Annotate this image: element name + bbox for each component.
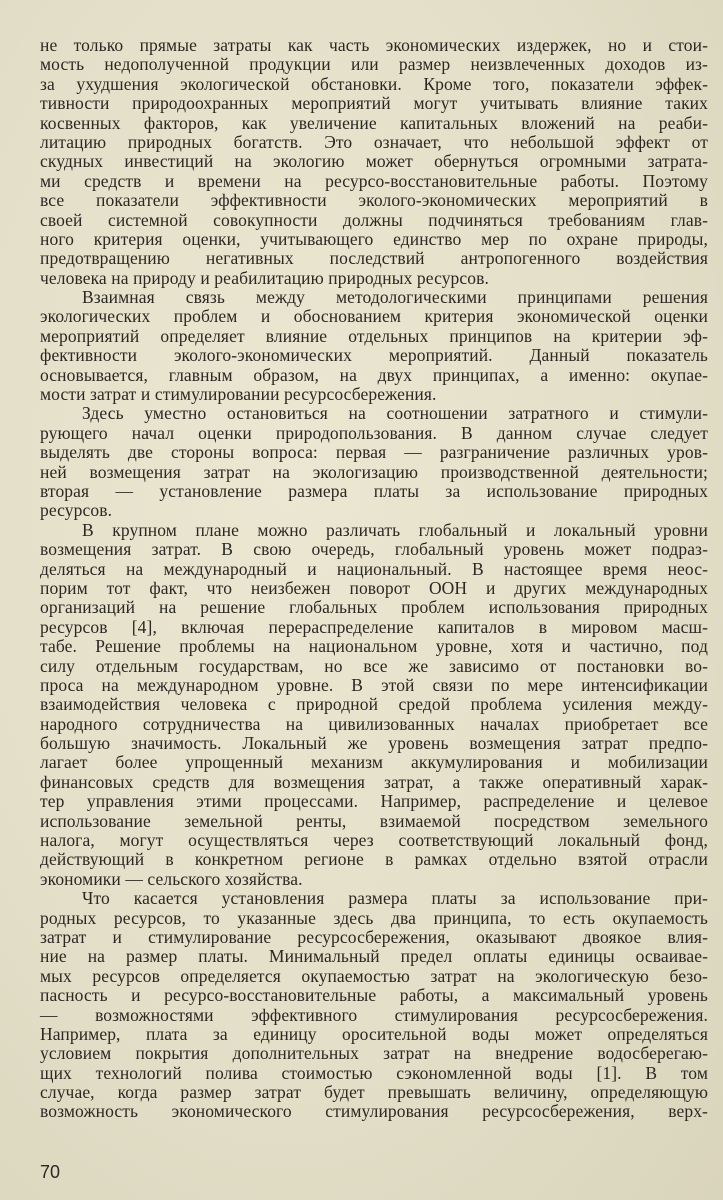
text-line: выделять две стороны вопроса: первая — разграничение различных уров-: [40, 442, 708, 463]
text-line: рующего начал оценки природопользования. В данном случае следует: [40, 422, 708, 443]
paragraph: [40, 889, 708, 1122]
text-line: действующий в конкретном регионе в рамках отдельно взятой отрасли: [40, 849, 708, 870]
text-line: предотвращению негативных последствий антропогенного воздействия: [40, 248, 708, 269]
text-line: большую значимость. Локальный же уровень возмещения затрат предпо-: [40, 733, 708, 754]
text-line: родных ресурсов, то указанные здесь два принципа, то есть окупаемость: [40, 907, 708, 928]
text-line: скудных инвестиций на экологию может обернуться огромными затрата-: [40, 151, 708, 172]
text-line: основывается, главным образом, на двух принципах, а именно: окупае-: [40, 364, 708, 385]
text-line: ние на размер платы. Минимальный предел оплаты единицы осваивае-: [40, 946, 708, 967]
text-line: не только прямые затраты как часть экономических издержек, но и стои-: [40, 35, 708, 55]
text-line: ресурсов [4], включая перераспределение капиталов в мировом масш-: [40, 616, 708, 637]
text-line: своей системной совокупности должны подчиняться требованиям глав-: [40, 209, 708, 230]
text-line: экологических проблем и обоснованием критерия экономической оценки: [40, 306, 708, 327]
text-line: В крупном плане можно различать глобальный и локальный уровни: [82, 519, 708, 540]
text-line: порим тот факт, что неизбежен поворот ООН и других международных: [40, 577, 708, 598]
text-line: силу отдельным государствам, но все же зависимо от постановки во-: [40, 655, 708, 676]
text-line: ресурсов.: [40, 500, 113, 521]
paragraph: [40, 288, 708, 404]
text-line: ми средств и времени на ресурсо-восстановительные работы. Поэтому: [40, 170, 708, 191]
text-line: лагает более упрощенный механизм аккумулирования и мобилизации: [40, 752, 708, 773]
text-line: человека на природу и реабилитацию природных ресурсов.: [40, 267, 489, 288]
text-line: Что касается установления размера платы за использование при-: [82, 888, 708, 909]
text-line: проса на международном уровне. В этой связи по мере интенсификации: [40, 674, 708, 695]
text-line: Взаимная связь между методологическими принципами решения: [82, 287, 708, 308]
text-line: косвенных факторов, как увеличение капитальных вложений на реаби-: [40, 112, 708, 133]
text-line: условием покрытия дополнительных затрат на внедрение водосберегаю-: [40, 1043, 708, 1064]
text-line: тер управления этими процессами. Например, распределение и целевое: [40, 791, 708, 812]
page-text: [40, 36, 708, 1122]
text-line: за ухудшения экологической обстановки. Кроме того, показатели эффек-: [40, 73, 708, 94]
text-line: щих технологий полива стоимостью сэкономленной воды [1]. В том: [40, 1062, 708, 1083]
text-line: тивности природоохранных мероприятий могут учитывать влияние таких: [40, 93, 708, 114]
text-line: случае, когда размер затрат будет превышать величину, определяющую: [40, 1082, 708, 1103]
text-line: возможность экономического стимулирования ресурсосбережения, верх-: [40, 1101, 708, 1122]
text-line: вторая — установление размера платы за использование природных: [40, 480, 708, 501]
text-line: ного критерия оценки, учитывающего единство мер по охране природы,: [40, 228, 708, 249]
text-line: народного сотрудничества на цивилизованных началах приобретает все: [40, 713, 708, 734]
text-line: пасность и ресурсо-восстановительные работы, а максимальный уровень: [40, 985, 708, 1006]
page-number: 70: [40, 1162, 61, 1182]
text-line: взаимодействия человека с природной средой проблема усиления между-: [40, 694, 708, 715]
text-line: финансовых средств для возмещения затрат, а также оперативный харак-: [40, 771, 708, 792]
text-line: экономики — сельского хозяйства.: [40, 868, 303, 889]
text-line: организаций на решение глобальных проблем использования природных: [40, 597, 708, 618]
text-line: литацию природных богатств. Это означает, что небольшой эффект от: [40, 131, 708, 152]
text-line: деляться на международный и национальный. В настоящее время неос-: [40, 558, 708, 579]
text-line: все показатели эффективности эколого-экономических мероприятий в: [40, 190, 708, 211]
text-line: мости затрат и стимулировании ресурсосбережения.: [40, 384, 437, 405]
text-line: Здесь уместно остановиться на соотношении затратного и стимули-: [82, 403, 708, 424]
text-line: мероприятий определяет влияние отдельных принципов на критерии эф-: [40, 325, 708, 346]
paragraph: [40, 404, 708, 520]
paragraph: [40, 521, 708, 889]
text-line: табе. Решение проблемы на национальном уровне, хотя и частично, под: [40, 636, 708, 657]
paragraph: [40, 36, 708, 288]
text-line: Например, плата за единицу оросительной воды может определяться: [40, 1023, 708, 1044]
text-line: мость недополученной продукции или размер неизвлеченных доходов из-: [40, 54, 708, 75]
text-line: мых ресурсов определяется окупаемостью затрат на экологическую безо-: [40, 965, 708, 986]
text-line: налога, могут осуществляться через соответствующий локальный фонд,: [40, 830, 708, 851]
text-line: затрат и стимулирование ресурсосбережения, оказывают двоякое влия-: [40, 926, 708, 947]
text-line: ней возмещения затрат на экологизацию производственной деятельности;: [40, 461, 708, 482]
text-line: фективности эколого-экономических мероприятий. Данный показатель: [40, 345, 708, 366]
text-line: — возможностями эффективного стимулирования ресурсосбережения.: [40, 1004, 708, 1025]
text-line: использование земельной ренты, взимаемой посредством земельного: [40, 810, 708, 831]
text-line: возмещения затрат. В свою очередь, глобальный уровень может подраз-: [40, 539, 708, 560]
